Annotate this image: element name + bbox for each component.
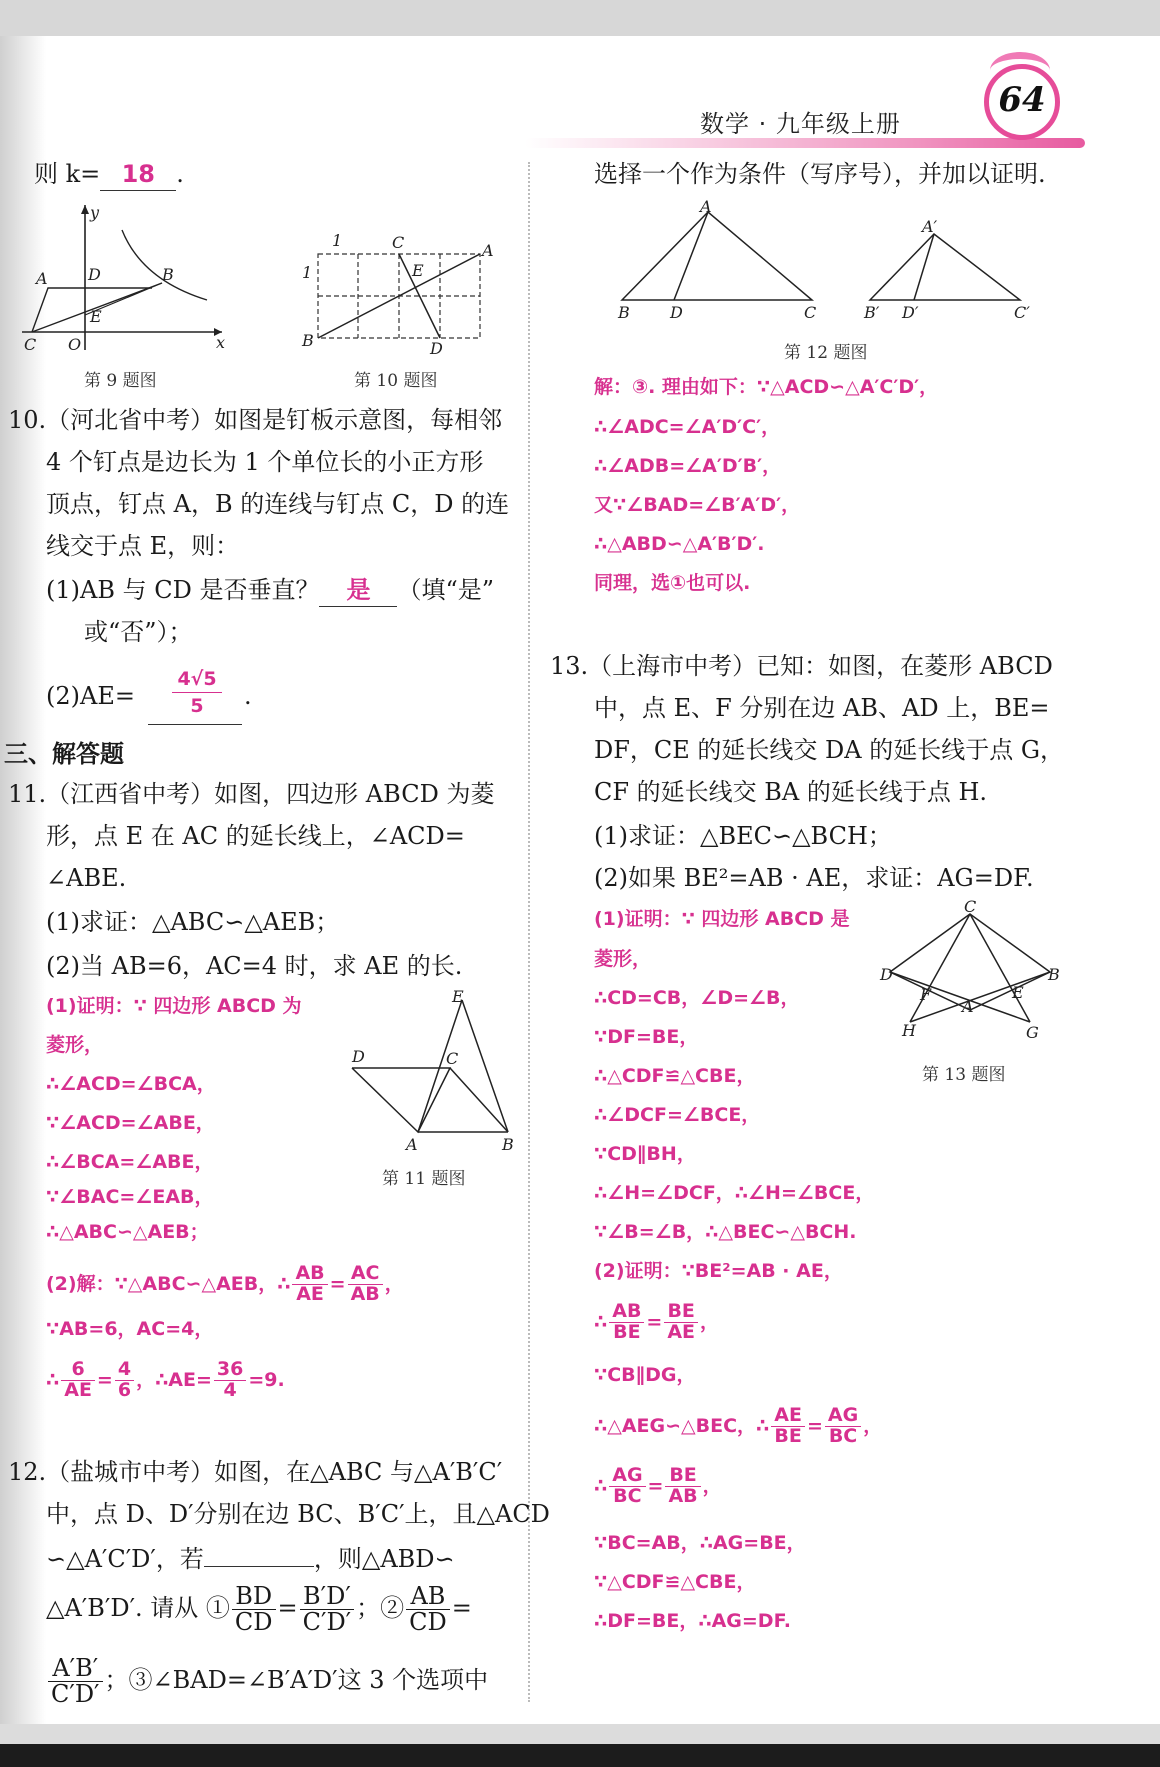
q11-sol2-eq: = [329,1272,346,1295]
q11-line-2: 形，点 E 在 AC 的延长线上，∠ACD= [46,822,465,850]
q12-frac3 [406,1584,450,1635]
q9-label-o: O [68,335,82,354]
q9-label-a: A [36,269,48,288]
q11-sol2-end: ， [384,1272,404,1295]
q13-sol2-tail-1: ∵BC=AB，∴AG=BE， [594,1532,806,1554]
q10-figure [298,231,498,358]
q11-sol2-frac1-num: AB [292,1264,327,1285]
q11-sol2-line-1 [46,1264,404,1305]
q11-label-b: B [502,1135,514,1154]
q13-sol2-l2-frac1-num: AB [609,1302,644,1323]
q13-sol1-line-1: (1)证明：∵ 四边形 ABCD 是 [594,908,850,930]
q12-frac3-den: CD [409,1608,447,1637]
q11-sol2-l3-prefix: ∴ [46,1368,60,1391]
q13-sol2-l5-frac2-num: BE [665,1466,700,1487]
q13-label-g: G [1026,1023,1039,1042]
q13-line-5: (1)求证：△BEC∽△BCH； [594,822,892,850]
q9-label-b: B [162,265,174,284]
q13-sol2-l5-frac1-den: BC [613,1484,642,1507]
q10-label-c: C [392,233,405,252]
q10-line-2: 4 个钉点是边长为 1 个单位长的小正方形 [46,448,484,476]
q11-sol2-l3-frac3 [214,1360,246,1401]
q9-label-e: E [90,307,102,326]
q12-frac4 [48,1656,103,1707]
q13-sol1-line-6: ∴∠DCF=∠BCE， [594,1104,761,1126]
q12-sol-line-6: 同理，选①也可以. [594,572,751,594]
q13-sol1-line-3: ∴CD=CB，∠D=∠B， [594,987,800,1009]
q11-label-a: A [406,1135,418,1154]
q11-sol2-frac1 [292,1264,327,1305]
q11-sol2-prefix: (2)解：∵△ABC∽△AEB，∴ [46,1272,291,1295]
q10-part1-suffix: （填“是” [397,576,495,604]
q10-caption: 第 10 题图 [354,371,438,391]
q13-sol2-line-5 [594,1466,722,1507]
q9-label-y: y [90,203,100,222]
q10-label-d: D [430,339,443,358]
q13-sol1-line-9: ∵∠B=∠B，∴△BEC∽△BCH. [594,1221,857,1243]
q12-label-c: C [804,303,817,322]
q13-sol2-l5-eq: = [647,1474,664,1497]
q11-sol2-l3-frac1-num: 6 [61,1360,95,1381]
header-bar [525,138,1085,148]
q10-label-one-left: 1 [302,263,313,282]
q9-line [34,158,184,191]
bottom-bar [0,1744,1160,1767]
q13-sol2-l2-frac1-den: BE [613,1320,641,1343]
section3-title: 三、解答题 [4,740,124,768]
q10-part2-num: 4√5 [172,666,222,693]
q10-label-b: B [302,331,314,350]
q13-sol2-l2-frac1 [609,1302,644,1343]
q9-answer: 18 [100,158,176,191]
q13-sol2-l5-frac2-den: AB [668,1484,698,1507]
q13-sol2-tail-2: ∵△CDF≌△CBE， [594,1571,756,1593]
q10-label-one-top: 1 [332,231,343,250]
q13-sol2-line-2 [594,1302,719,1343]
q12-line-5 [46,1656,488,1707]
q13-label-d: D [880,965,893,984]
q10-part2-den: 5 [190,695,204,717]
q12-sol-line-2: ∴∠ADC=∠A′D′C′， [594,416,781,438]
q13-sol2-l4-frac2 [825,1406,861,1447]
q12-line4-prefix: △A′B′D′. 请从 ① [46,1594,230,1623]
q11-sol2-frac2 [348,1264,383,1305]
q11-sol2-l3-frac2 [115,1360,134,1401]
q13-sol2-l2-end: ， [700,1310,720,1333]
q12-sol-line-3: ∴∠ADB=∠A′D′B′， [594,455,782,477]
q13-sol2-l4-frac1-den: BE [774,1424,802,1447]
q12-line4-mid: ；② [356,1594,405,1623]
q13-sol1-line-5: ∴△CDF≌△CBE， [594,1065,756,1087]
q13-figure [880,897,1060,1042]
q13-sol2-l2-frac2-den: AE [667,1320,696,1343]
q9-figure [22,200,232,354]
top-border [0,0,1160,36]
q10-line-1: 10.（河北省中考）如图是钉板示意图，每相邻 [8,406,503,434]
q9-label-c: C [24,335,37,354]
q9-label-x: x [216,333,226,352]
q12-condition-blank [204,1540,314,1567]
q12-line-1: 12.（盐城市中考）如图，在△ABC 与△A′B′C′ [8,1458,503,1486]
q13-sol2-l4-end: ， [863,1414,883,1437]
q12-line-4 [46,1584,472,1635]
q9-label-d: D [88,265,101,284]
q13-sol2-l5-end: ， [702,1474,722,1497]
q10-label-e: E [412,261,424,280]
q12-sol-line-5: ∴△ABD∽△A′B′D′. [594,533,765,555]
q12-frac1 [232,1584,276,1635]
q13-sol2-l2-prefix: ∴ [594,1310,608,1333]
q11-sol1-line-3: ∴∠ACD=∠BCA， [46,1073,216,1095]
q12-frac2 [300,1584,355,1635]
q11-sol2-l3-mid: ，∴AE= [136,1368,212,1391]
q13-sol2-tail-3: ∴DF=BE，∴AG=DF. [594,1610,791,1632]
q13-sol1-line-4: ∵DF=BE， [594,1026,699,1048]
q11-sol1-line-7: ∴△ABC∽△AEB； [46,1221,209,1243]
q12-line3-prefix: ∽△A′C′D′，若 [46,1545,204,1573]
q12-label-d2: D′ [902,303,919,322]
q11-caption: 第 11 题图 [382,1169,466,1189]
q11-label-e: E [452,987,464,1006]
q10-part1-prefix: (1)AB 与 CD 是否垂直？ [46,576,320,604]
q12-frac4-den: C′D′ [51,1680,100,1709]
q12-frac2-den: C′D′ [302,1608,352,1637]
q9-prefix: 则 k= [34,160,101,188]
q11-sol1-line-2: 菱形， [46,1034,104,1056]
q12-frac2-num: B′D′ [300,1584,355,1610]
q11-line-5: (2)当 AB=6，AC=4 时，求 AE 的长. [46,952,463,980]
q9-caption: 第 9 题图 [84,371,157,391]
q11-line-1: 11.（江西省中考）如图，四边形 ABCD 为菱 [8,780,495,808]
q11-sol1-line-1: (1)证明：∵ 四边形 ABCD 为 [46,995,302,1017]
bottom-border [0,1724,1160,1744]
q11-sol2-l3-frac1-den: AE [64,1378,92,1401]
q11-sol1-line-4: ∵∠ACD=∠ABE， [46,1112,215,1134]
q13-sol2-l4-frac2-den: BC [828,1424,858,1447]
q11-sol2-l3-frac3-den: 4 [223,1378,237,1401]
q13-sol2-line-4 [594,1406,882,1447]
q13-sol2-l5-frac1 [609,1466,645,1507]
q13-label-c: C [964,897,977,916]
q11-sol2-line-3 [46,1360,285,1401]
q12-frac-eq: = [277,1594,298,1623]
q10-line-3: 顶点，钉点 A，B 的连线与钉点 C，D 的连 [46,490,510,518]
q13-label-f: F [920,985,932,1004]
column-divider [528,162,530,1702]
q11-sol2-l3-frac2-num: 4 [115,1360,134,1381]
q10-part2-fraction [150,666,244,719]
q13-sol2-l4-frac1 [771,1406,805,1447]
q12-caption: 第 12 题图 [784,343,868,363]
q11-sol2-frac2-den: AB [350,1282,380,1305]
q11-label-d: D [352,1047,365,1066]
q13-line-6: (2)如果 BE²=AB · AE，求证：AG=DF. [594,864,1034,892]
q12-line5-rest: ；③∠BAD=∠B′A′D′这 3 个选项中 [104,1666,489,1695]
q12-line-3 [46,1540,455,1575]
q13-sol2-l4-frac2-num: AG [825,1406,861,1427]
q11-sol2-frac1-den: AE [296,1282,324,1305]
q10-part1 [46,574,494,607]
q12-frac1-num: BD [232,1584,276,1610]
q11-line-3: ∠ABE. [46,864,127,892]
q13-sol1-line-2: 菱形， [594,948,652,970]
q10-part2-blank [148,724,242,725]
q13-sol2-l2-eq: = [646,1310,663,1333]
q10-part1-answer: 是 [319,574,397,607]
q12-frac4-num: A′B′ [48,1656,103,1682]
q12-label-c2: C′ [1014,303,1030,322]
q12-cont-line: 选择一个作为条件（写序号），并加以证明. [594,160,1046,188]
q12-label-b2: B′ [864,303,880,322]
q13-label-a: A [962,997,974,1016]
q10-part1-line2: 或“否”）； [84,618,193,646]
q13-sol2-l4-frac1-num: AE [771,1406,805,1427]
q13-sol2-l4-eq: = [806,1414,823,1437]
q12-sol-line-4: 又∵∠BAD=∠B′A′D′， [594,494,801,516]
q13-caption: 第 13 题图 [922,1065,1006,1085]
q13-label-e: E [1012,983,1024,1002]
q11-sol2-l3-end: =9. [248,1368,285,1391]
q11-sol2-l3-frac1 [61,1360,95,1401]
q10-label-a: A [482,241,494,260]
q12-frac3-num: AB [406,1584,450,1610]
q13-label-h: H [902,1021,916,1040]
q11-sol2-l3-eq: = [96,1368,113,1391]
q11-sol2-line-2: ∵AB=6，AC=4， [46,1318,214,1340]
q12-line4-end: = [451,1594,472,1623]
q10-part2-prefix: (2)AE= [46,682,135,710]
q13-sol1-line-7: ∵CD∥BH， [594,1143,696,1165]
q11-figure [346,987,516,1154]
q11-sol1-line-6: ∵∠BAC=∠EAB， [46,1186,214,1208]
q11-sol2-l3-frac2-den: 6 [117,1378,132,1401]
q13-sol2-l5-prefix: ∴ [594,1474,608,1497]
q13-sol2-l4-prefix: ∴△AEG∽△BEC，∴ [594,1414,770,1437]
q13-line-4: CF 的延长线交 BA 的延长线于点 H. [594,778,988,806]
q12-sol-line-1: 解：③. 理由如下：∵△ACD∽△A′C′D′， [594,376,939,398]
q13-sol2-line-1: (2)证明：∵BE²=AB · AE， [594,1260,843,1282]
q13-sol2-l5-frac2 [665,1466,700,1507]
q12-figure [616,197,1046,330]
q11-sol1-line-5: ∴∠BCA=∠ABE， [46,1151,214,1173]
q12-label-b: B [618,303,630,322]
q12-frac1-den: CD [234,1608,273,1637]
q12-label-a2: A′ [922,217,938,236]
page-number: 64 [998,80,1046,120]
q12-label-a: A [700,197,712,216]
q10-part2-suffix: . [244,682,252,710]
q12-line-2: 中，点 D、D′分别在边 BC、B′C′上，且△ACD [46,1500,550,1528]
q12-line3-suffix: ，则△ABD∽ [313,1545,455,1573]
q12-label-d: D [670,303,683,322]
q13-sol1-line-8: ∴∠H=∠DCF，∴∠H=∠BCE， [594,1182,875,1204]
q13-line-2: 中，点 E、F 分别在边 AB、AD 上，BE= [594,694,1050,722]
q11-sol2-l3-frac3-num: 36 [214,1360,246,1381]
q11-line-4: (1)求证：△ABC∽△AEB； [46,908,340,936]
q13-line-1: 13.（上海市中考）已知：如图，在菱形 ABCD [550,652,1053,680]
q10-line-4: 线交于点 E，则： [46,532,240,560]
q11-sol2-frac2-num: AC [348,1264,383,1285]
q13-sol2-l5-frac1-num: AG [609,1466,645,1487]
q13-sol2-l2-frac2-num: BE [664,1302,698,1323]
q13-sol2-l2-frac2 [664,1302,698,1343]
q11-label-c: C [446,1049,459,1068]
q13-sol2-line-3: ∵CB∥DG， [594,1364,696,1386]
q13-label-b: B [1048,965,1060,984]
header-title: 数学 · 九年级上册 [700,110,901,138]
q13-line-3: DF，CE 的延长线交 DA 的延长线于点 G， [594,736,1065,764]
q9-suffix: . [176,160,184,188]
